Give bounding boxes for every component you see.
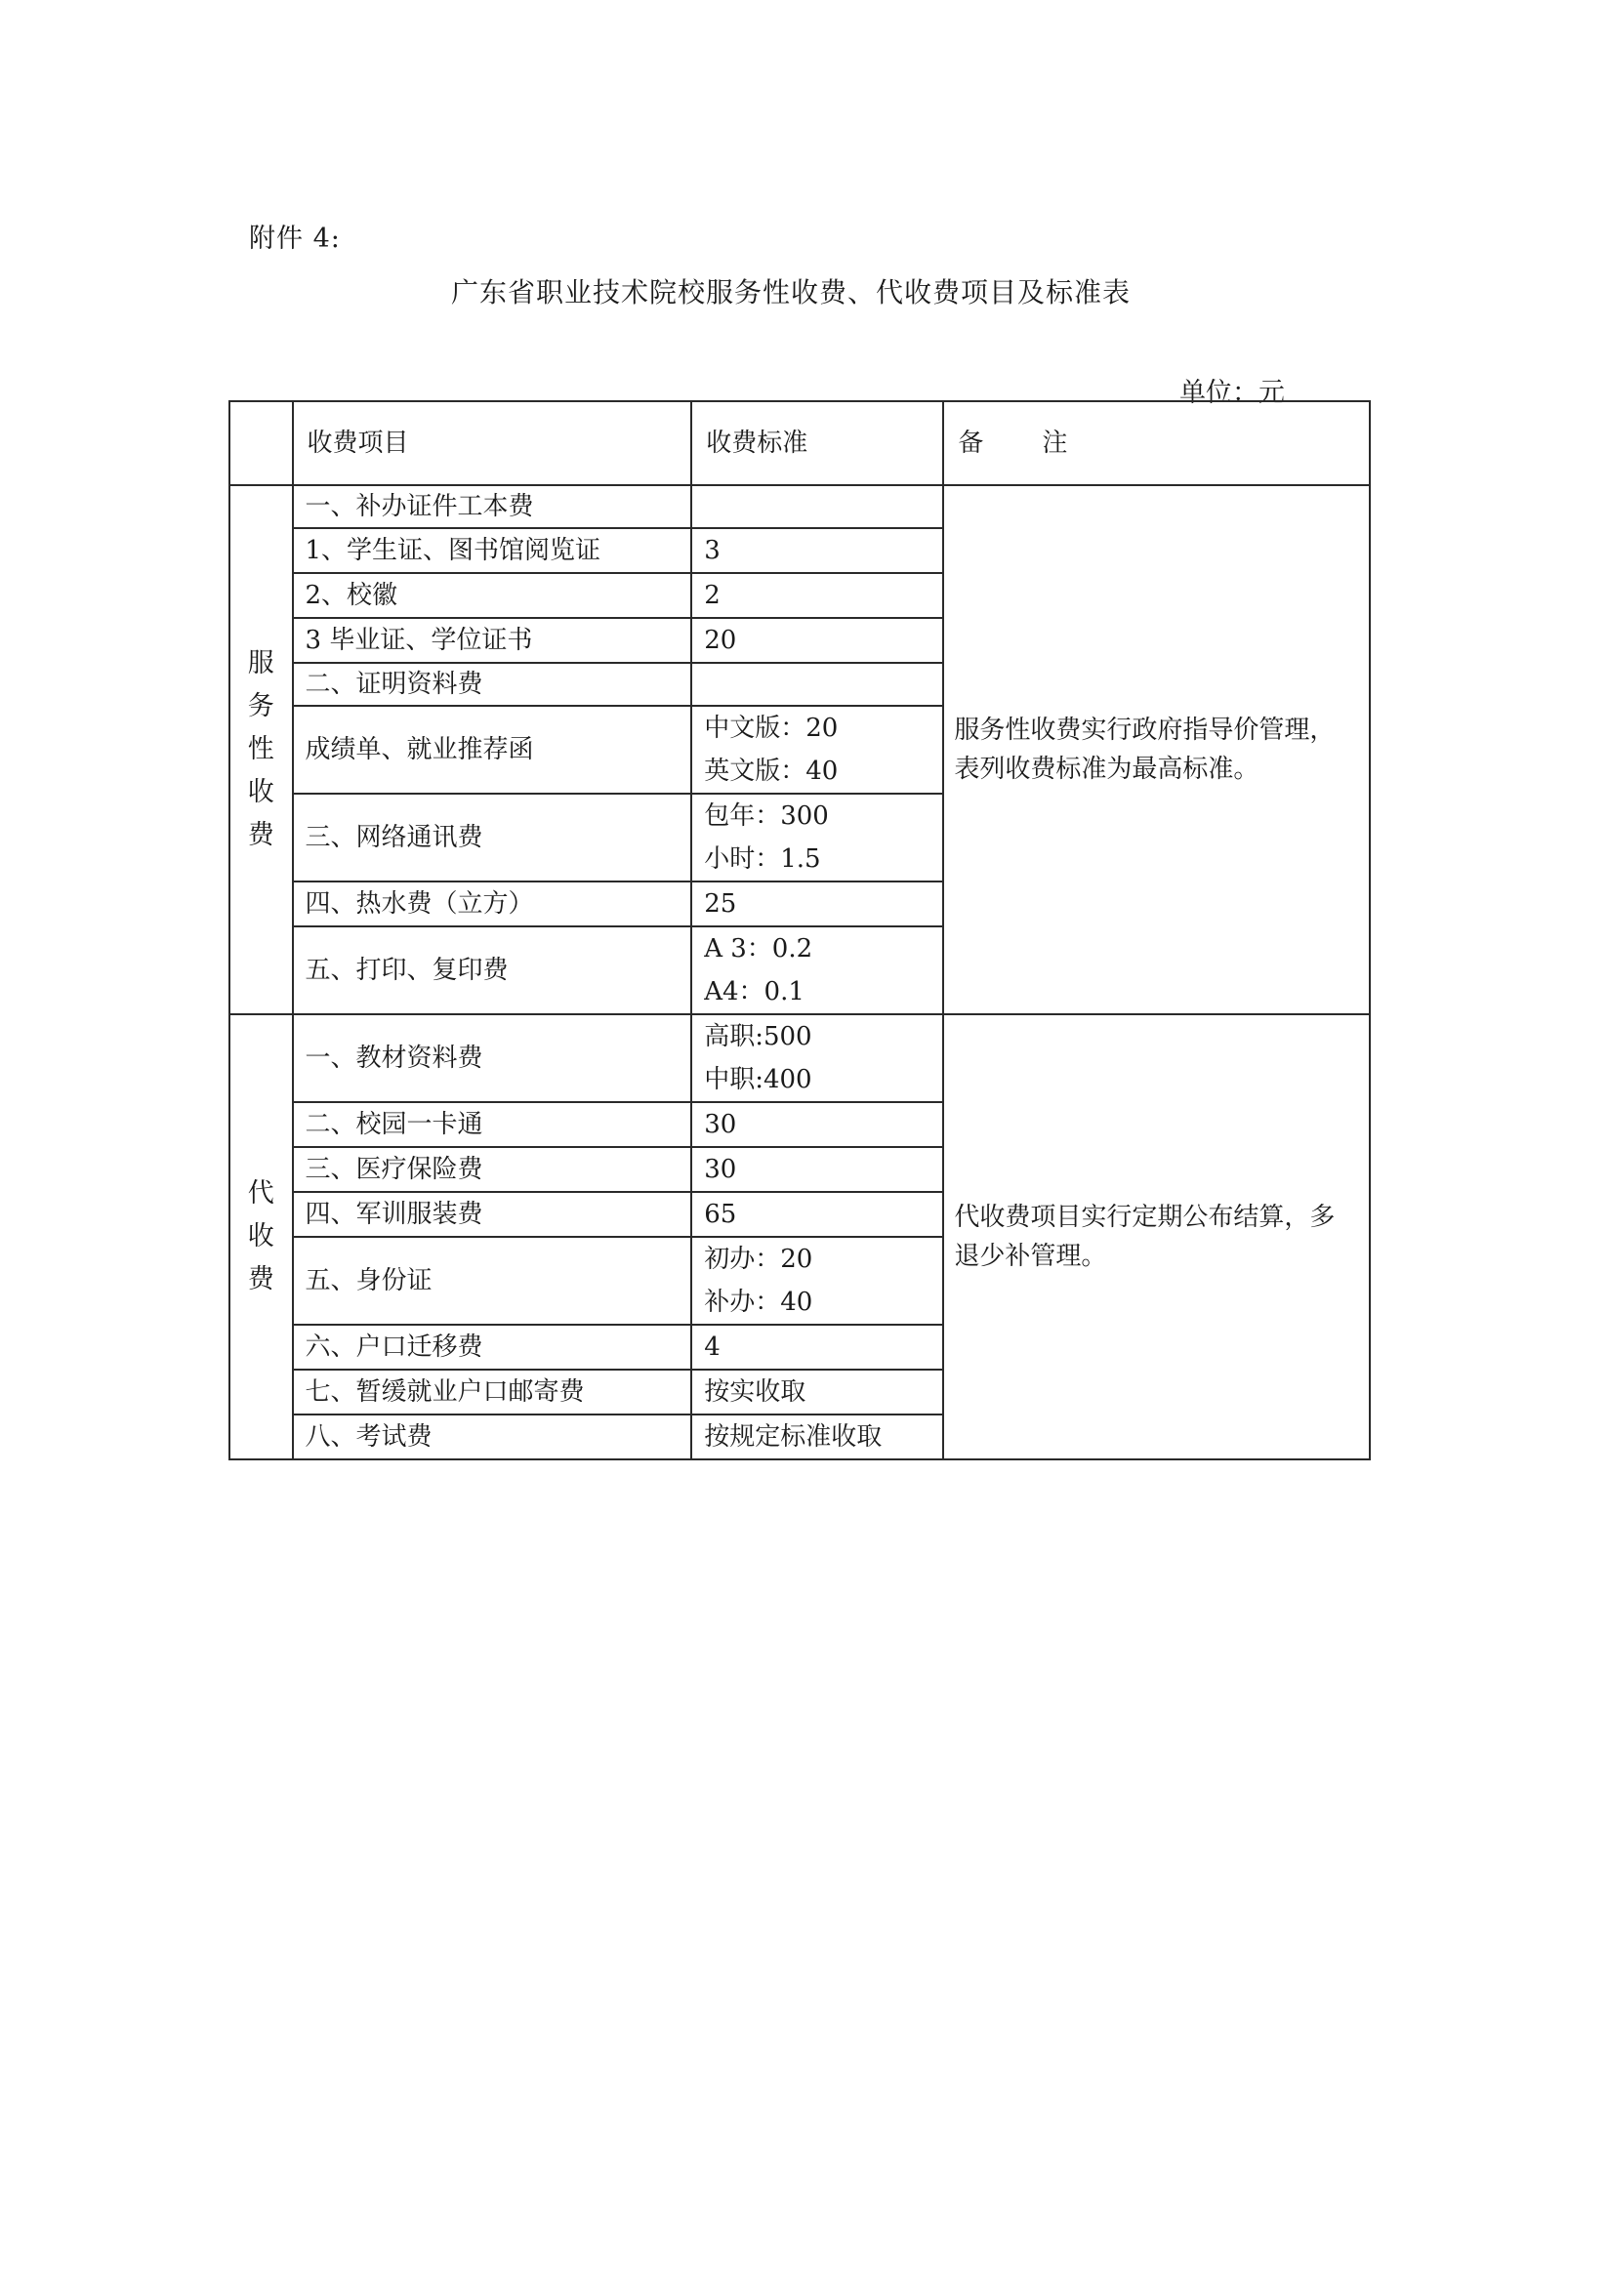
fee-item-cell: 一、补办证件工本费: [293, 485, 692, 528]
fee-standard-cell: [691, 528, 943, 573]
fee-standard-cell: [691, 618, 943, 663]
fee-table: [228, 400, 1371, 1460]
fee-item-cell: 七、暂缓就业户口邮寄费: [293, 1370, 692, 1414]
fee-standard-cell: [691, 794, 943, 882]
fee-standard-cell: [691, 706, 943, 794]
fee-standard-cell: [691, 1102, 943, 1147]
fee-standard-value: 高职:500: [704, 1022, 812, 1051]
fee-standard-value: 30: [704, 1110, 737, 1139]
fee-standard-value: 按实收取: [704, 1377, 806, 1407]
fee-standard-value: 25: [704, 889, 737, 919]
fee-item-cell: 六、户口迁移费: [293, 1325, 692, 1370]
fee-standard-cell: [691, 1370, 943, 1414]
fee-standard-value: 按规定标准收取: [704, 1422, 883, 1452]
fee-standard-value: 2: [704, 581, 721, 610]
fee-standard-value: 中文版：20: [704, 714, 839, 743]
fee-standard-cell: [691, 663, 943, 706]
table-row: [229, 1014, 1370, 1102]
fee-standard-value: 3: [704, 536, 721, 565]
fee-standard-cell: [691, 1014, 943, 1102]
fee-item-cell: 一、教材资料费: [293, 1014, 692, 1102]
table-row: [229, 485, 1370, 528]
document-title: 广东省职业技术院校服务性收费、代收费项目及标准表: [451, 276, 1132, 308]
fee-standard-value: 4: [704, 1332, 721, 1362]
fee-standard-value: 补办：40: [704, 1288, 813, 1317]
header-remark-char-1: 备: [958, 429, 984, 458]
fee-item-cell: 三、网络通讯费: [293, 794, 692, 882]
fee-standard-cell: [691, 1414, 943, 1459]
fee-standard-value: 小时：1.5: [704, 844, 821, 874]
fee-item-cell: 3 毕业证、学位证书: [293, 618, 692, 663]
collection-category-label: 代收费: [247, 1178, 274, 1294]
header-standard: 收费标准: [691, 401, 943, 485]
header-remark-char-2: 注: [1042, 429, 1068, 458]
header-category: [229, 401, 293, 485]
attachment-label: 附件 4:: [249, 224, 341, 254]
fee-standard-value: 英文版：40: [704, 757, 839, 786]
fee-item-cell: 三、医疗保险费: [293, 1147, 692, 1192]
fee-item-cell: 2、校徽: [293, 573, 692, 618]
fee-standard-value: 30: [704, 1155, 737, 1184]
fee-standard-cell: [691, 882, 943, 926]
fee-item-cell: 八、考试费: [293, 1414, 692, 1459]
fee-standard-value: 中职:400: [704, 1065, 812, 1094]
fee-item-cell: 五、打印、复印费: [293, 926, 692, 1014]
table-header-row: [229, 401, 1370, 485]
unit-label: 单位：元: [1179, 378, 1285, 408]
fee-standard-cell: [691, 573, 943, 618]
fee-standard-cell: [691, 1325, 943, 1370]
collection-category-cell: [229, 1014, 293, 1459]
fee-standard-value: 初办：20: [704, 1245, 813, 1274]
fee-standard-value: 20: [704, 626, 737, 655]
fee-standard-cell: [691, 485, 943, 528]
service-remark-cell: 服务性收费实行政府指导价管理，表列收费标准为最高标准。: [943, 485, 1370, 1014]
fee-standard-cell: [691, 1237, 943, 1325]
fee-item-cell: 二、证明资料费: [293, 663, 692, 706]
header-item: 收费项目: [293, 401, 692, 485]
fee-standard-value: 包年：300: [704, 801, 829, 831]
fee-item-cell: 四、热水费（立方）: [293, 882, 692, 926]
fee-item-cell: 五、身份证: [293, 1237, 692, 1325]
fee-item-cell: 1、学生证、图书馆阅览证: [293, 528, 692, 573]
fee-standard-cell: [691, 1147, 943, 1192]
header-remark: [943, 401, 1370, 485]
fee-standard-cell: [691, 926, 943, 1014]
fee-standard-value: A4：0.1: [704, 977, 804, 1006]
fee-item-cell: 成绩单、就业推荐函: [293, 706, 692, 794]
service-category-label: 服务性收费: [247, 648, 274, 850]
fee-item-cell: 四、军训服装费: [293, 1192, 692, 1237]
service-category-cell: [229, 485, 293, 1014]
fee-item-cell: 二、校园一卡通: [293, 1102, 692, 1147]
collection-remark-cell: 代收费项目实行定期公布结算，多退少补管理。: [943, 1014, 1370, 1459]
fee-standard-value: 65: [704, 1200, 737, 1229]
fee-standard-cell: [691, 1192, 943, 1237]
fee-standard-value: A 3：0.2: [704, 934, 813, 964]
